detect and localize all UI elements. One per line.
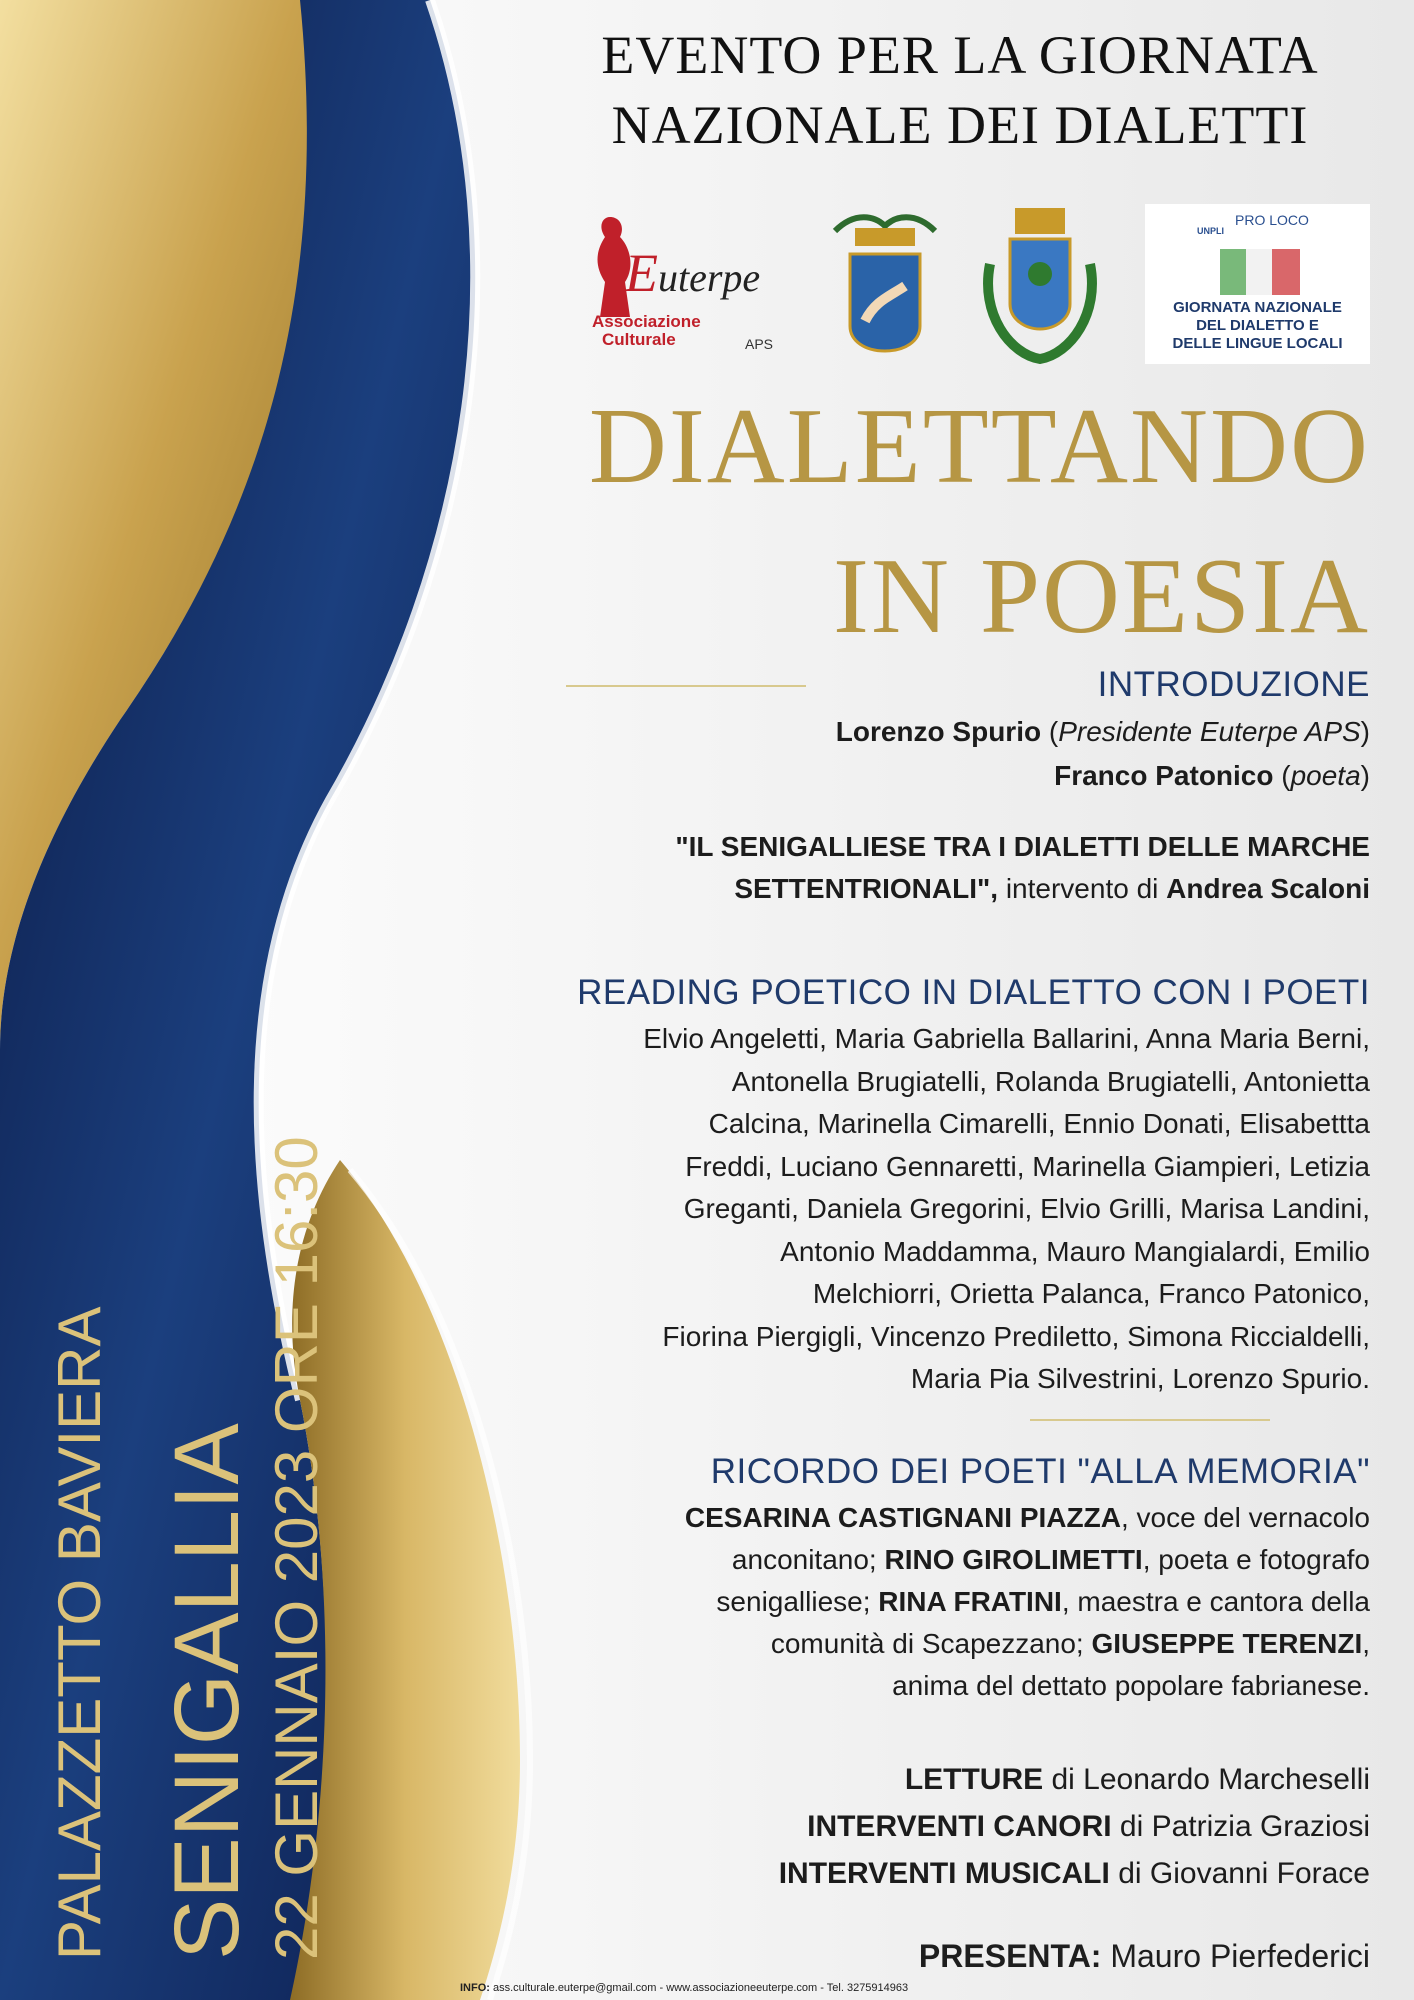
header-line-1: EVENTO PER LA GIORNATA: [601, 25, 1319, 85]
speaker-1-name: Lorenzo Spurio: [835, 716, 1042, 747]
reading-section: [470, 968, 1370, 1401]
euterpe-sub-1: Associazione: [592, 312, 701, 331]
poets-line: Elvio Angeletti, Maria Gabriella Ballarini, Anna Maria Berni,: [643, 1023, 1370, 1054]
credit-person: di Patrizia Graziosi: [1111, 1810, 1370, 1843]
presenter-label: PRESENTA:: [918, 1938, 1102, 1974]
credit-label: LETTURE: [904, 1763, 1044, 1796]
credit-person: di Leonardo Marcheselli: [1043, 1763, 1370, 1796]
memoria-desc-3: , maestra e cantora della: [1061, 1586, 1370, 1617]
title-line-2: IN POESIA: [832, 537, 1370, 656]
speaker-2-name: Franco Patonico: [1054, 760, 1274, 791]
talk-speaker: Andrea Scaloni: [1166, 873, 1370, 904]
proloco-text-1: GIORNATA NAZIONALE: [1173, 299, 1342, 316]
proloco-unpli: UNPLI: [1197, 226, 1224, 236]
introduction-heading: INTRODUZIONE: [1097, 665, 1370, 704]
poets-line: Fiorina Piergigli, Vincenzo Prediletto, Simona Riccialdelli,: [662, 1320, 1370, 1352]
memoria-desc-2: , poeta e fotografo: [1142, 1544, 1370, 1575]
memoria-name-2: RINO GIROLIMETTI: [884, 1544, 1143, 1575]
euterpe-aps: APS: [745, 336, 774, 352]
euterpe-sub-2: Culturale: [602, 330, 676, 349]
reading-heading: READING POETICO IN DIALETTO CON I POETI: [577, 973, 1370, 1012]
venue-city: SENIGALLIA: [156, 1423, 258, 1960]
memoria-desc-4: ,: [1362, 1628, 1370, 1659]
poets-line: Maria Pia Silvestrini, Lorenzo Spurio.: [910, 1363, 1370, 1394]
extra-credits: [470, 1756, 1370, 1897]
event-header: [520, 20, 1400, 160]
memoria-desc-3b: comunità di Scapezzano;: [770, 1628, 1092, 1659]
euterpe-initial: E: [625, 243, 658, 303]
memoria-desc-1b: anconitano;: [731, 1544, 885, 1575]
proloco-logo: [1145, 204, 1370, 364]
memoria-name-3: RINA FRATINI: [878, 1586, 1062, 1617]
poets-line: Freddi, Luciano Gennaretti, Marinella Giampieri, Letizia: [685, 1150, 1370, 1182]
logos-row: [570, 200, 1370, 370]
memoria-name-4: GIUSEPPE TERENZI: [1091, 1628, 1363, 1659]
credit-person: di Giovanni Forace: [1109, 1857, 1370, 1890]
talk-title-1: "IL SENIGALLIESE TRA I DIALETTI DELLE MARCHE: [675, 831, 1370, 862]
municipality-crest-icon: [970, 204, 1110, 364]
info-footer: [460, 1982, 908, 1994]
poets-line: Melchiorri, Orietta Palanca, Franco Patonico,: [812, 1278, 1370, 1309]
italy-flag-icon: [1220, 249, 1300, 295]
credit-label: INTERVENTI MUSICALI: [778, 1857, 1110, 1890]
info-label: INFO:: [460, 1982, 490, 1994]
presenter-line: [919, 1938, 1370, 1975]
info-text: ass.culturale.euterpe@gmail.com - www.associazioneeuterpe.com - Tel. 3275914963: [489, 1982, 909, 1994]
speaker-1-role: Presidente Euterpe APS: [1058, 716, 1361, 747]
proloco-text-2: DEL DIALETTO E: [1196, 317, 1319, 334]
euterpe-logo: [580, 212, 774, 352]
memoria-section: [470, 1447, 1370, 1707]
memoria-desc-4b: anima del dettato popolare fabrianese.: [892, 1670, 1370, 1701]
proloco-top: PRO LOCO: [1235, 212, 1309, 228]
introduction-section: INTRODUZIONE Lorenzo Spurio (Presidente Euterpe APS) Franco Patonico (poeta) "IL SENIGALLIESE TRA I DIALETTI DELLE MARCHE SETTENTRIONALI", intervento di Andrea Scaloni: [470, 660, 1370, 910]
header-line-2: NAZIONALE DEI DIALETTI: [611, 95, 1309, 155]
province-crest-icon: [825, 206, 945, 356]
venue-place: PALAZZETTO BAVIERA: [46, 1306, 113, 1960]
poets-line: Greganti, Daniela Gregorini, Elvio Grilli, Marisa Landini,: [683, 1193, 1370, 1224]
poets-line: Antonio Maddamma, Mauro Mangialardi, Emilio: [780, 1235, 1370, 1267]
memoria-desc-2b: senigalliese;: [716, 1586, 879, 1617]
memoria-heading: RICORDO DEI POETI "ALLA MEMORIA": [710, 1452, 1370, 1491]
reading-poets-list: [470, 1018, 1370, 1401]
memoria-name-1: CESARINA CASTIGNANI PIAZZA: [684, 1502, 1121, 1533]
euterpe-name: uterpe: [658, 255, 761, 300]
talk-by: intervento di: [1005, 873, 1159, 904]
credit-label: INTERVENTI CANORI: [807, 1810, 1112, 1843]
title-line-1: DIALETTANDO: [588, 387, 1370, 506]
divider-middle: [1030, 1419, 1270, 1421]
proloco-text-3: DELLE LINGUE LOCALI: [1172, 335, 1343, 352]
poets-line: Calcina, Marinella Cimarelli, Ennio Donati, Elisabettta: [708, 1108, 1370, 1139]
event-datetime: 22 GENNAIO 2023 ORE 16:30: [263, 1136, 330, 1960]
talk-title-2: SETTENTRIONALI",: [734, 873, 999, 904]
poets-line: Antonella Brugiatelli, Rolanda Brugiatelli, Antonietta: [731, 1065, 1370, 1097]
presenter-name: Mauro Pierfederici: [1101, 1938, 1370, 1974]
memoria-desc-1: , voce del vernacolo: [1120, 1502, 1370, 1533]
speaker-2-role: poeta: [1290, 760, 1361, 791]
